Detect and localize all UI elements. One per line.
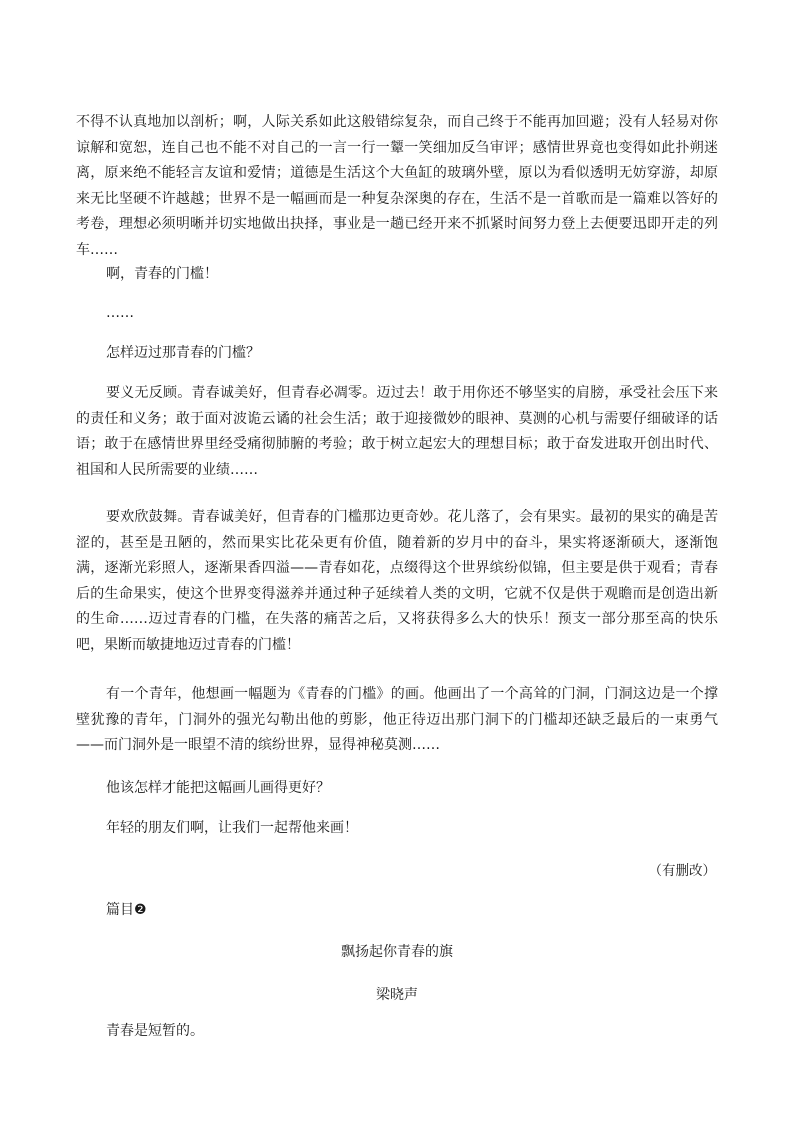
section-label: 篇目❷ <box>106 902 147 918</box>
article-paragraph-4: 怎样迈过那青春的门槛？ <box>106 345 260 361</box>
article-title: 飘扬起你青春的旗 <box>341 944 453 960</box>
article-paragraph-1: 不得不认真地加以剖析；啊，人际关系如此这般错综复杂，而自己终于不能再加回避；没有人轻易对你谅解和宽恕，连自己也不能不对自己的一言一行一颦一笑细加反刍审评；感情世界竟也变得如此扑朔迷离，原来绝不能轻言友谊和爱情；道德是生活这个大鱼缸的玻璃外壁，原以为看似透明无妨穿游，却原来无比坚硬不许越越；世界不是一幅画而是一种复杂深奥的存在，生活不是一首歌而是一篇难以答好的考卷，理想必须明晰并切实地做出抉择，事业是一趟已经开来不抓紧时间努力登上去便要迅即开走的列车…… <box>76 114 718 258</box>
article-paragraph-6: 要欢欣鼓舞。青春诚美好，但青春的门槛那边更奇妙。花儿落了，会有果实。最初的果实的确是苦涩的，甚至是丑陋的，然而果实比花朵更有价值，随着新的岁月中的奋斗，果实将逐渐硕大，逐渐饱满，逐渐光彩照人，逐渐果香四溢——青春如花，点缀得这个世界缤纷似锦，但主要是供于观看；青春后的生命果实，使这个世界变得滋养并通过种子延续着人类的文明，它就不仅是供于观瞻而是创造出新的生命……迈过青春的门槛，在失落的痛苦之后，又将获得多么大的快乐！预支一部分那至高的快乐吧，果断而敏捷地迈过青春的门槛！ <box>76 509 718 653</box>
article-paragraph-3: …… <box>106 305 134 321</box>
article-paragraph-5: 要义无反顾。青春诚美好，但青春必凋零。迈过去！敢于用你还不够坚实的肩膀，承受社会压下来的责任和义务；敢于面对波诡云谲的社会生活；敢于迎接微妙的眼神、莫测的心机与需要仔细破译的话语；敢于在感情世界里经受痛彻肺腑的考验；敢于树立起宏大的理想目标；敢于奋发进取开创出时代、祖国和人民所需要的业绩…… <box>76 385 718 478</box>
revision-note: （有删改） <box>648 863 716 879</box>
article-paragraph-2: 啊，青春的门槛！ <box>106 266 218 282</box>
article-paragraph-8: 他该怎样才能把这幅画儿画得更好？ <box>106 780 330 796</box>
article-paragraph-9: 年轻的朋友们啊，让我们一起帮他来画！ <box>106 820 358 836</box>
article-first-line: 青春是短暂的。 <box>106 1023 204 1039</box>
article-author: 梁晓声 <box>376 987 418 1003</box>
article-paragraph-7: 有一个青年，他想画一幅题为《青春的门槛》的画。他画出了一个高耸的门洞，门洞这边是一个撑壁犹豫的青年，门洞外的强光勾勒出他的剪影，他正待迈出那门洞下的门槛却还缺乏最后的一束勇气——而门洞外是一眼望不清的缤纷世界，显得神秘莫测…… <box>76 686 718 753</box>
